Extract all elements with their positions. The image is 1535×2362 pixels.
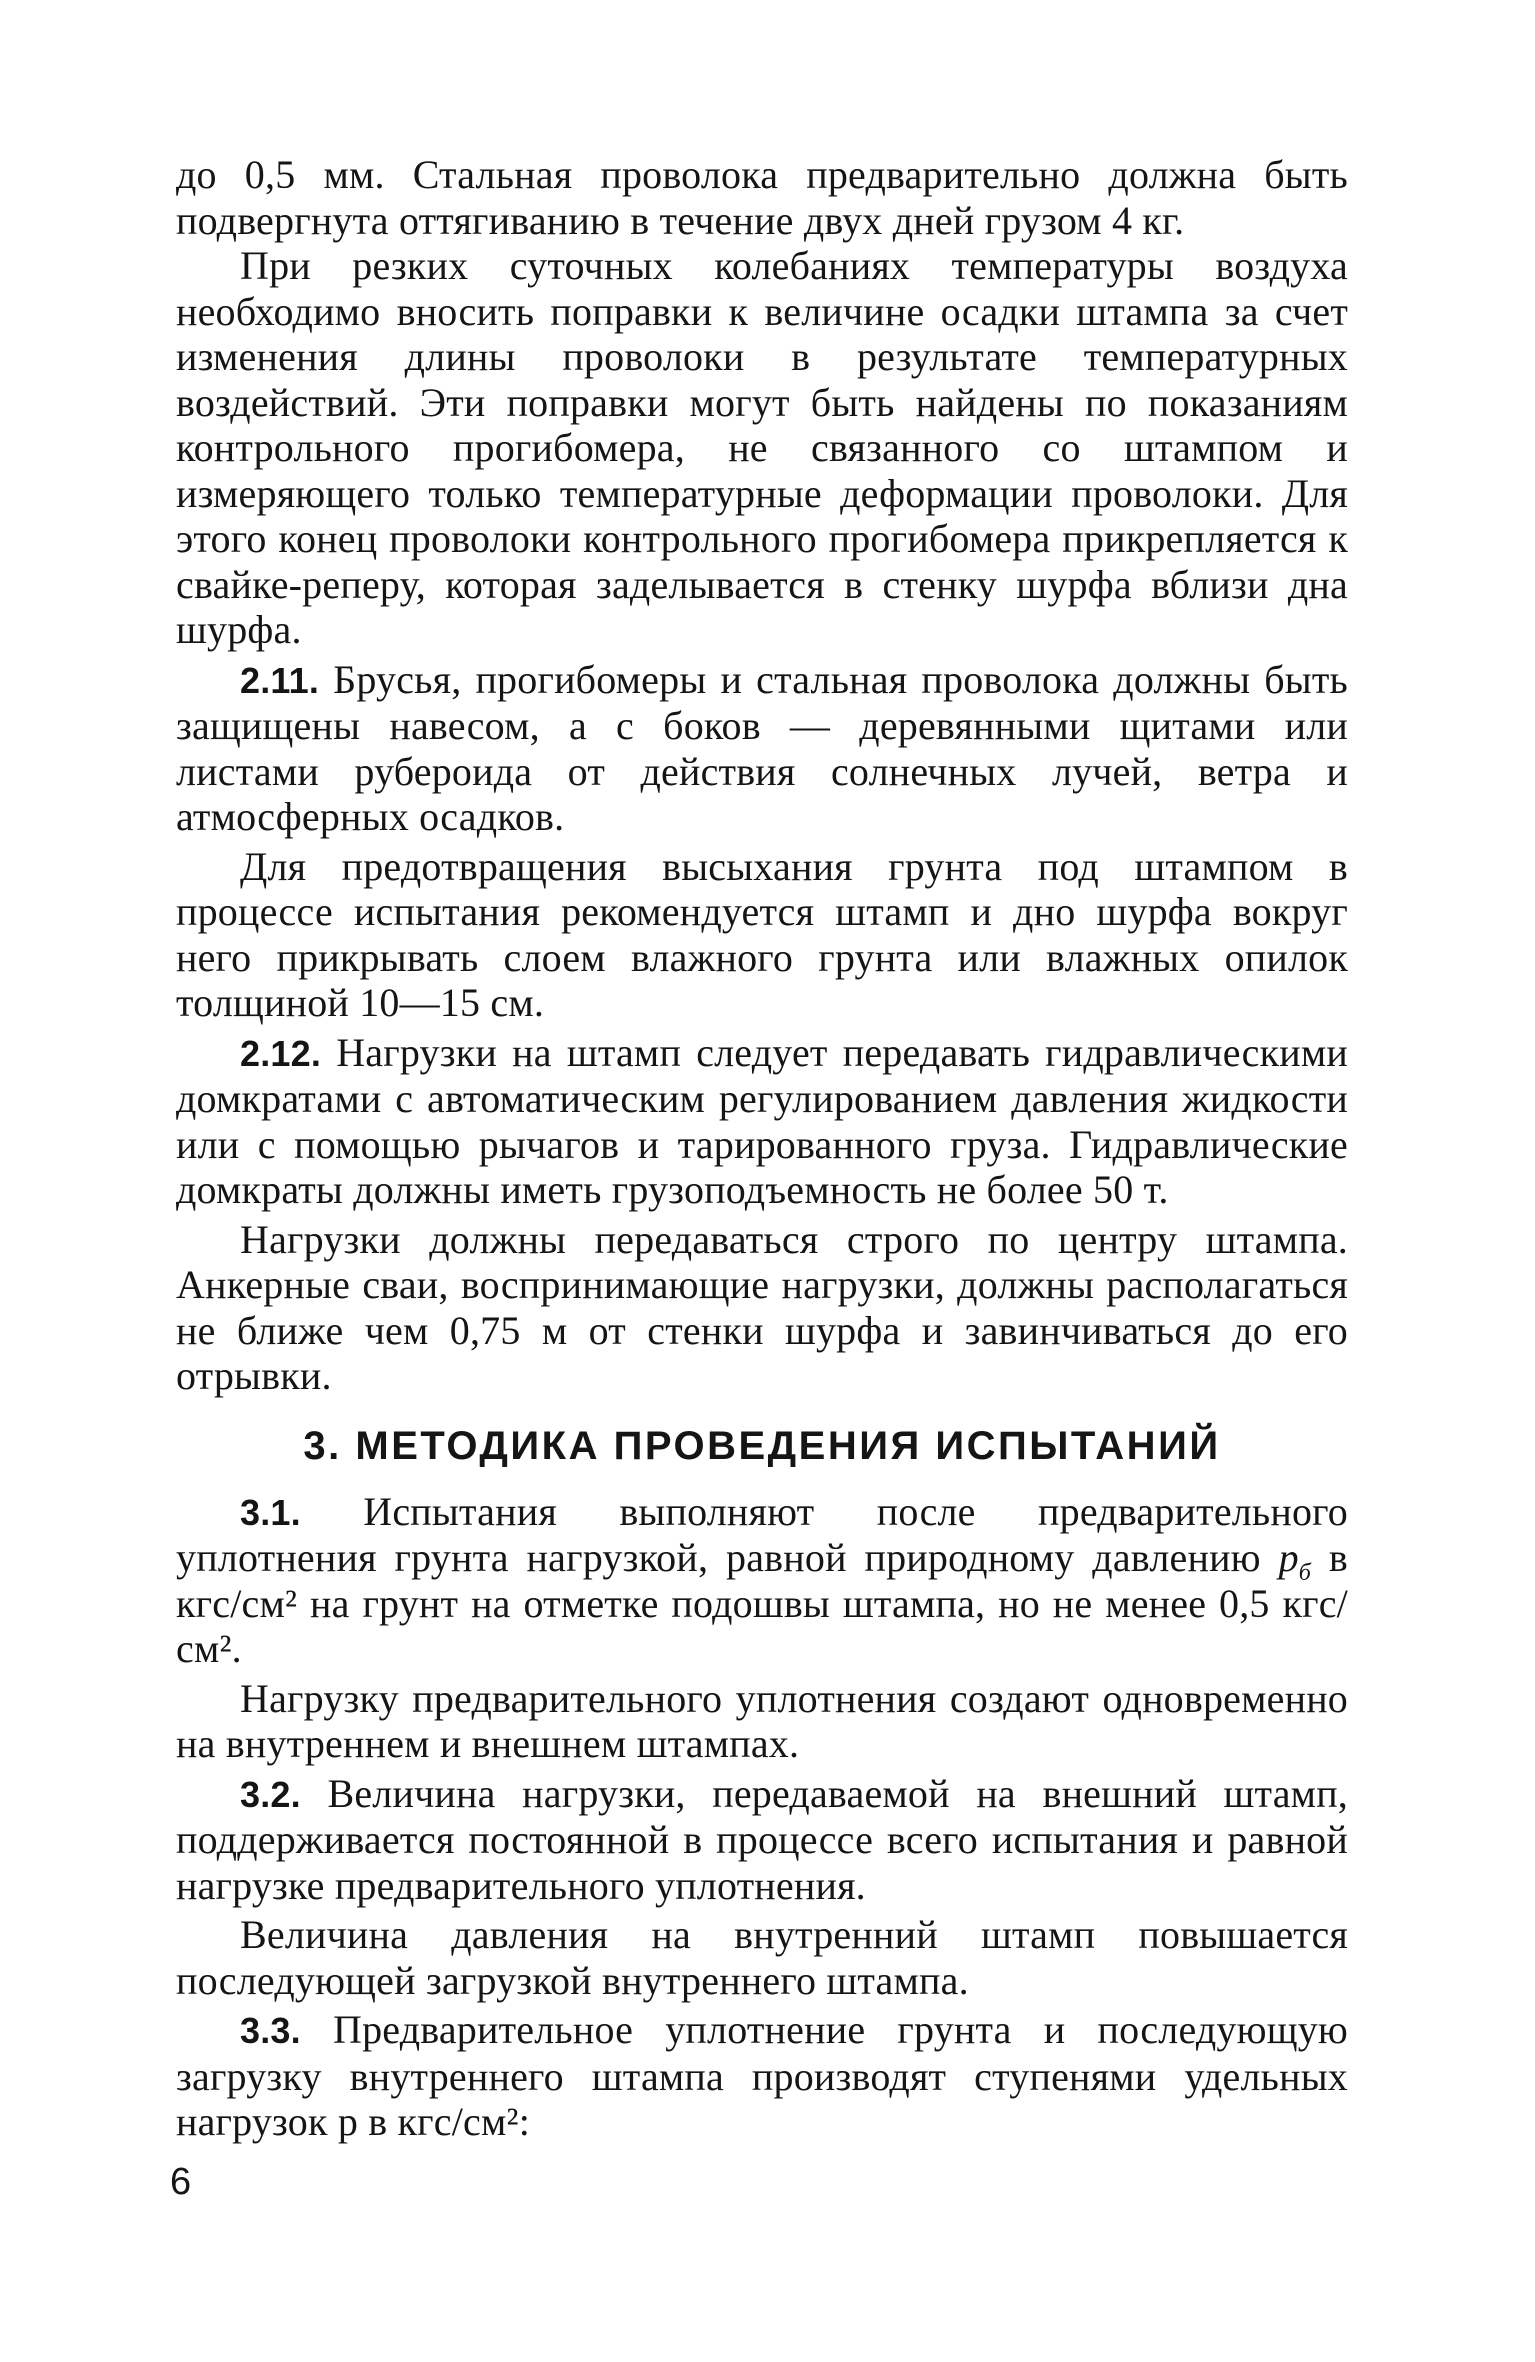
pressure-symbol [1278,1535,1312,1586]
section-2-12 [176,1030,1348,1213]
paragraph-intro: до 0,5 мм. Стальная проволока предварительно должна быть подвергнута оттягиванию в течение двух дней грузом 4 кг. [176,152,1348,243]
section-3-3 [176,2007,1348,2145]
section-number: 3.1. [240,1491,301,1533]
section-text: Нагрузки на штамп следует передавать гидравлическими домкратами с автоматическим регулированием давления жидкости или с помощью рычагов и тарированного груза. Гидравлические домкраты должны иметь грузоподъемность не более 50 т. [176,1029,1348,1212]
section-number: 3.3. [240,2010,301,2051]
section-number: 3.2. [240,1773,301,1815]
paragraph-temperature-corrections: При резких суточных колебаниях температуры воздуха необходимо вносить поправки к величине осадки штампа за счет изменения длины проволоки в результате температурных воздействий. Эти поправки могут быть найдены по показаниям контрольного прогибомера, не связанного со штампом и измеряющего только температурные деформации проволоки. Для этого конец проволоки контрольного прогибомера прикрепляется к свайке-реперу, которая заделывается в стенку шурфа вблизи дна шурфа. [176,243,1348,652]
paragraph-inner-stamp-pressure: Величина давления на внутренний штамп повышается последующей загрузкой внутреннего штампа. [176,1912,1348,2003]
section-text-continued: в кгс/см² на грунт на отметке подошвы штампа, но не менее 0,5 кгс/см². [176,1535,1348,1671]
section-text: Испытания выполняют после предварительного уплотнения грунта нагрузкой, равной природному давлению [176,1488,1348,1580]
page-number: 6 [170,2161,192,2203]
section-3-2 [176,1771,1348,1909]
section-2-11 [176,657,1348,840]
section-text: Предварительное уплотнение грунта и последующую загрузку внутреннего штампа производят ступенями удельных нагрузок p в кгс/см²: [176,2007,1348,2144]
section-3-1 [176,1489,1348,1672]
section-number: 2.12. [240,1032,322,1074]
pressure-symbol-letter: p [1278,1535,1299,1580]
section-text: Величина нагрузки, передаваемой на внешний штамп, поддерживается постоянной в процессе всего испытания и равной нагрузке предварительного уплотнения. [176,1770,1348,1908]
paragraph-preload: Нагрузку предварительного уплотнения создают одновременно на внутреннем и внешнем штампах. [176,1675,1348,1766]
section-number: 2.11. [240,659,320,701]
paragraph-load-center: Нагрузки должны передаваться строго по центру штампа. Анкерные сваи, воспринимающие нагрузки, должны располагаться не ближе чем 0,75 м от стенки шурфа и завинчиваться до его отрывки. [176,1216,1348,1398]
section-text: Брусья, прогибомеры и стальная проволока должны быть защищены навесом, а с боков — деревянными щитами или листами рубероида от действия солнечных лучей, ветра и атмосферных осадков. [176,656,1348,839]
paragraph-drying-protection: Для предотвращения высыхания грунта под штампом в процессе испытания рекомендуется штамп и дно шурфа вокруг него прикрывать слоем влажного грунта или влажных опилок толщиной 10—15 см. [176,843,1348,1025]
section-heading: 3. МЕТОДИКА ПРОВЕДЕНИЯ ИСПЫТАНИЙ [303,1423,1221,1468]
page-body [176,152,1348,2145]
pressure-symbol-subscript: б [1298,1560,1312,1586]
